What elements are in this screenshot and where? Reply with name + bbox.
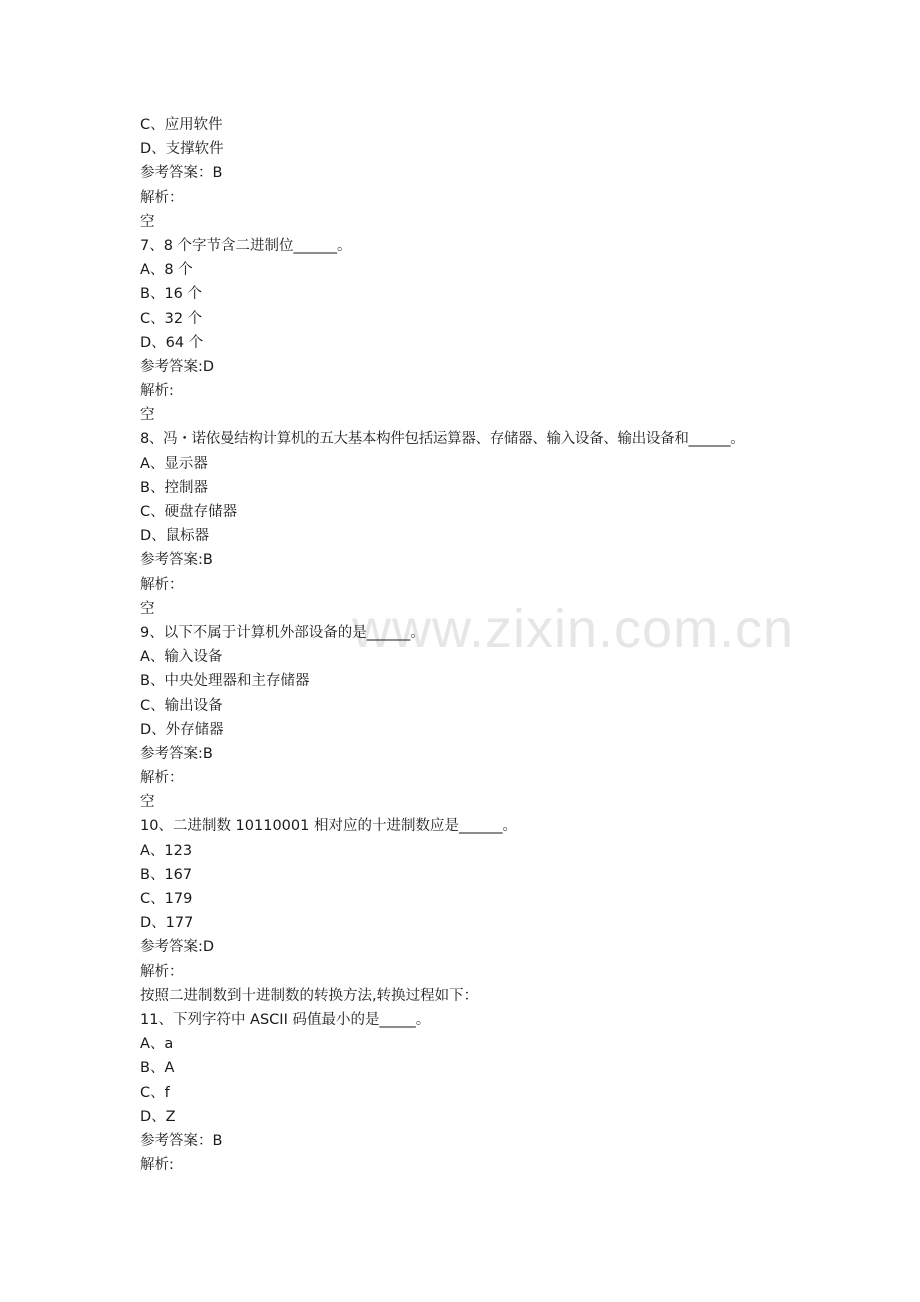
option-a: A、a xyxy=(140,1036,174,1053)
option-c: C、应用软件 xyxy=(140,117,223,133)
answer-line: 参考答案：B xyxy=(140,165,223,182)
analysis-label: 解析： xyxy=(140,576,184,593)
option-c: C、输出设备 xyxy=(140,697,223,714)
option-d: D、鼠标器 xyxy=(140,528,210,545)
watermark: www.zixin.com.cn xyxy=(352,599,795,659)
analysis-label: 解析： xyxy=(140,770,184,787)
option-b: B、A xyxy=(140,1060,175,1077)
option-d: D、支撑软件 xyxy=(140,141,224,158)
option-d: D、外存储器 xyxy=(140,721,224,738)
option-c: C、f xyxy=(140,1084,170,1101)
option-c: C、硬盘存储器 xyxy=(140,504,238,520)
option-d: D、177 xyxy=(140,915,194,932)
question-9: 9、以下不属于计算机外部设备的是______。 xyxy=(140,624,425,641)
option-a: A、显示器 xyxy=(140,455,208,472)
option-c: C、179 xyxy=(140,891,193,907)
option-b: B、16 个 xyxy=(140,286,203,303)
analysis-text: 空 xyxy=(140,213,155,230)
question-11: 11、下列字符中 ASCII 码值最小的是_____。 xyxy=(140,1011,431,1028)
analysis-label: 解析: xyxy=(140,1157,174,1174)
option-a: A、123 xyxy=(140,842,193,859)
analysis-label: 解析: xyxy=(140,383,174,400)
analysis-label: 解析： xyxy=(140,963,184,980)
option-a: A、8 个 xyxy=(140,262,193,279)
option-d: D、Z xyxy=(140,1108,176,1125)
answer-line: 参考答案:D xyxy=(140,358,215,375)
answer-line: 参考答案:B xyxy=(140,745,213,762)
option-a: A、输入设备 xyxy=(140,649,223,666)
option-b: B、167 xyxy=(140,866,193,883)
option-b: B、中央处理器和主存储器 xyxy=(140,673,310,690)
analysis-text: 按照二进制数到十进制数的转换方法,转换过程如下： xyxy=(140,987,479,1004)
option-b: B、控制器 xyxy=(140,479,208,496)
question-8: 8、冯・诺依曼结构计算机的五大基本构件包括运算器、存储器、输入设备、输出设备和______。 xyxy=(140,431,745,448)
answer-line: 参考答案:D xyxy=(140,939,215,956)
analysis-label: 解析： xyxy=(140,189,184,206)
question-content xyxy=(140,113,800,1177)
analysis-text: 空 xyxy=(140,600,155,617)
option-c: C、32 个 xyxy=(140,310,203,327)
option-d: D、64 个 xyxy=(140,334,204,351)
question-7: 7、8 个字节含二进制位______。 xyxy=(140,237,352,254)
answer-line: 参考答案:B xyxy=(140,552,213,569)
analysis-text: 空 xyxy=(140,794,155,811)
answer-line: 参考答案：B xyxy=(140,1132,223,1149)
analysis-text: 空 xyxy=(140,407,155,424)
question-10: 10、二进制数 10110001 相对应的十进制数应是______。 xyxy=(140,818,517,835)
